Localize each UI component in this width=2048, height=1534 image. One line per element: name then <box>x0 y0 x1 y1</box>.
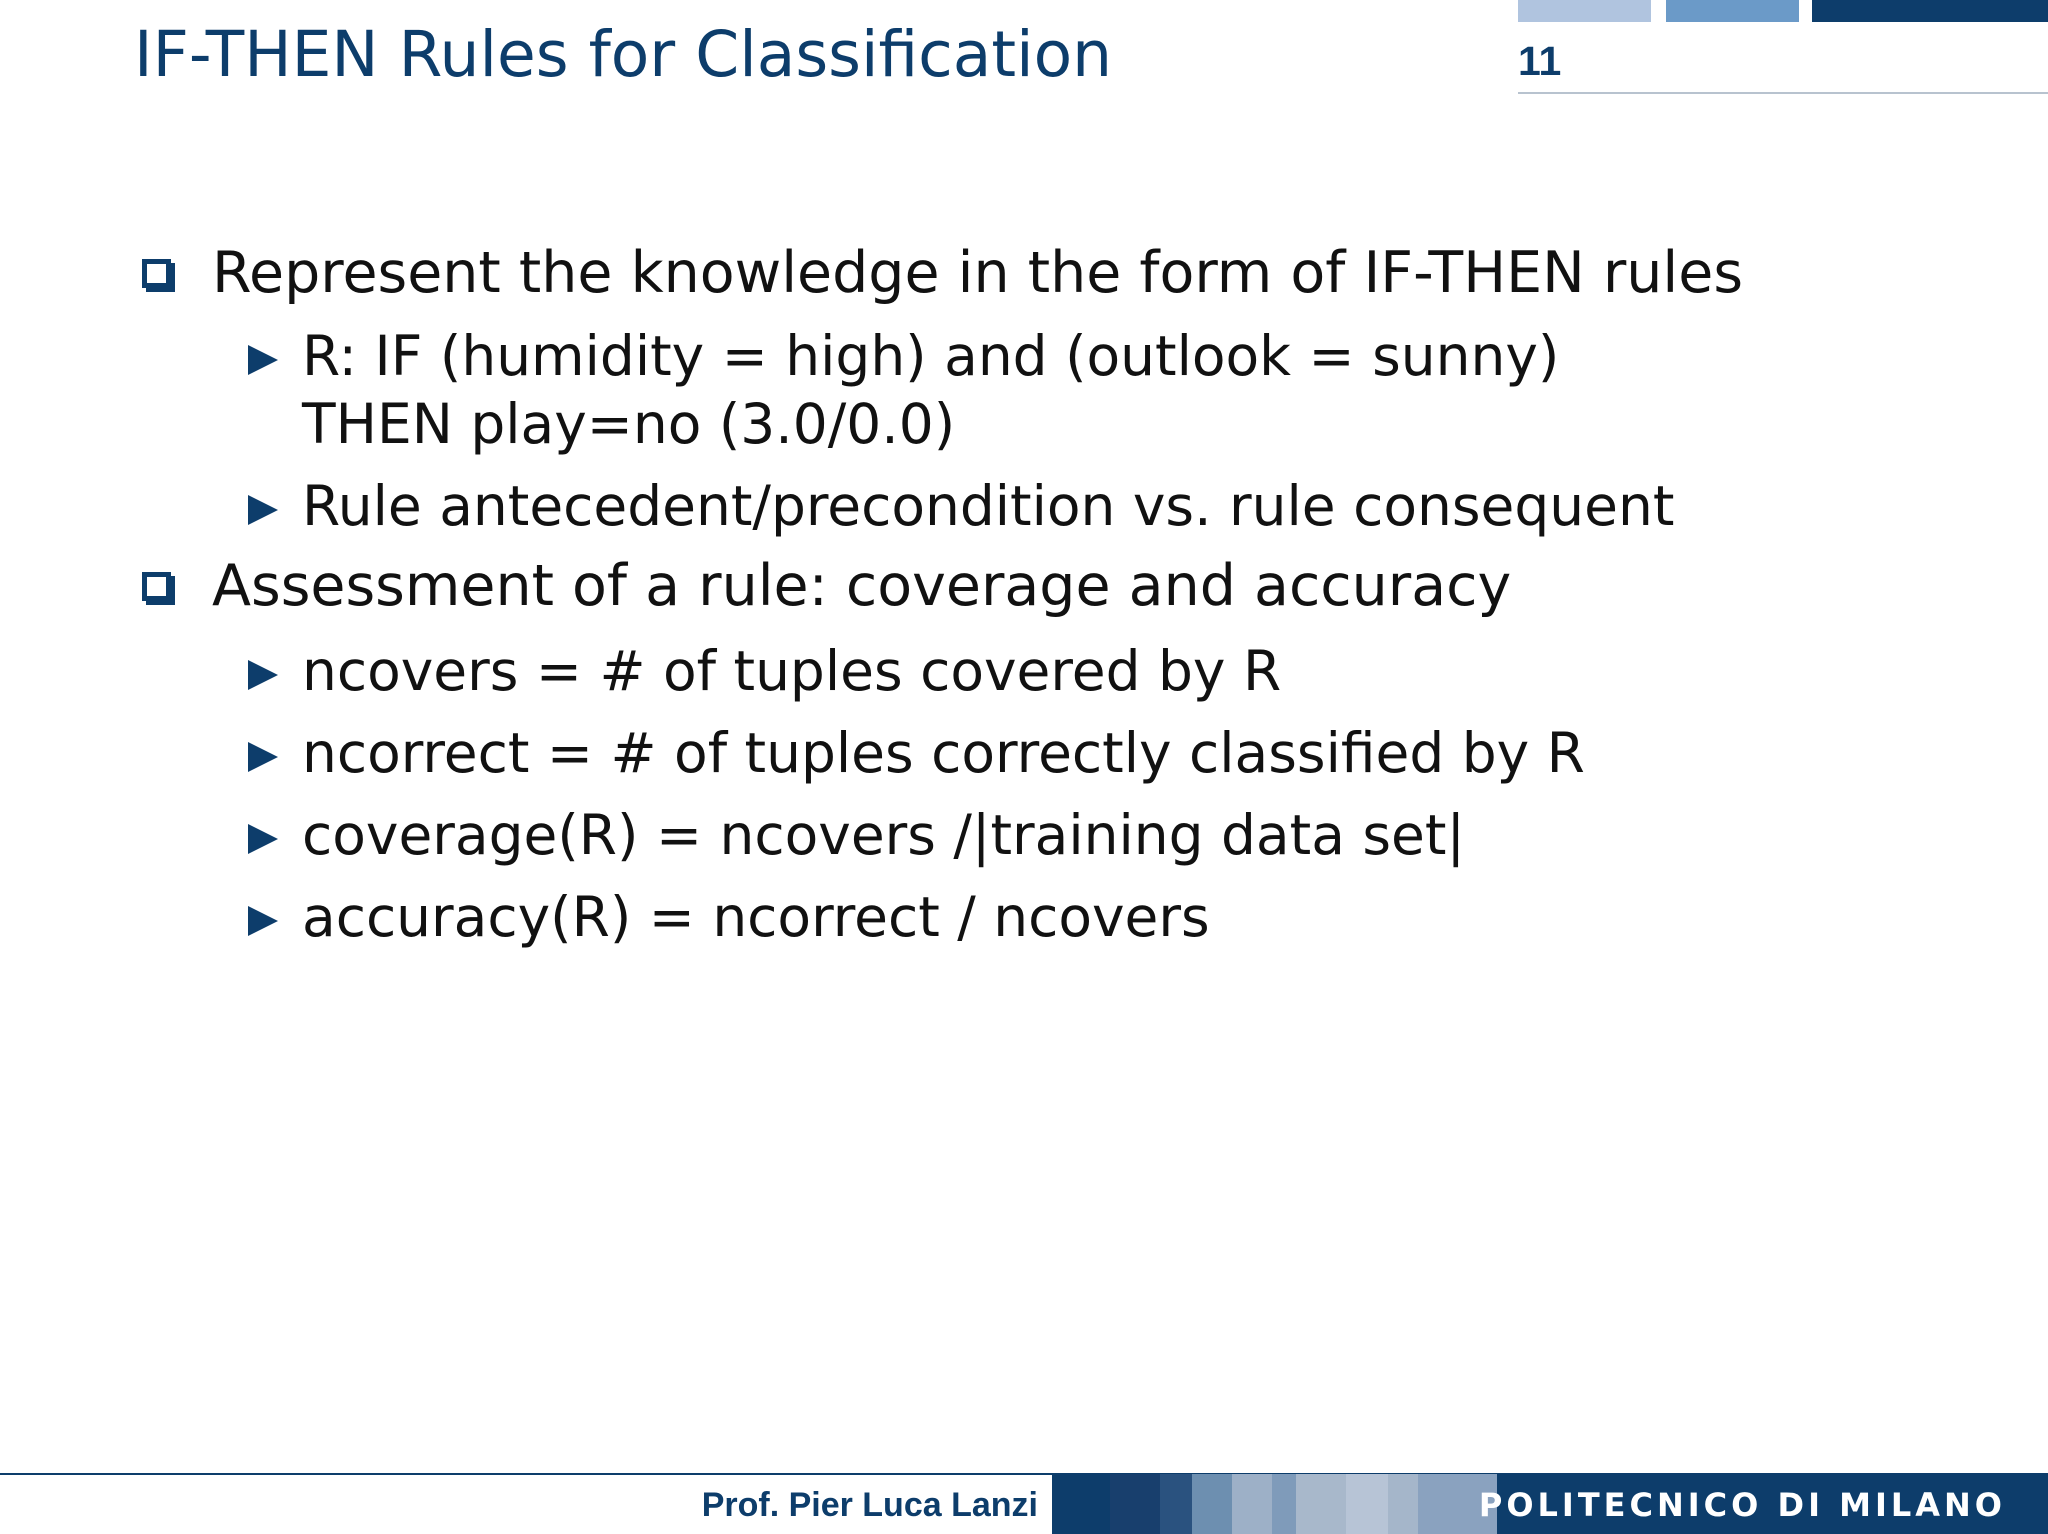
bullet-rule-assessment: Assessment of a rule: coverage and accuracy <box>212 553 1512 619</box>
rule-example-line-1: R: IF (humidity = high) and (outlook = sunny) <box>302 324 1560 388</box>
rule-example-line-2: THEN play=no (3.0/0.0) <box>302 392 956 456</box>
triangle-bullet-icon <box>248 906 278 936</box>
footer-gradient-strip <box>1052 1474 1110 1534</box>
definition-coverage: coverage(R) = ncovers /|training data set| <box>302 803 1465 867</box>
footer-gradient-strip <box>1272 1474 1296 1534</box>
definition-ncorrect: ncorrect = # of tuples correctly classified by R <box>302 721 1585 785</box>
footer-author: Prof. Pier Luca Lanzi <box>701 1486 1038 1524</box>
triangle-bullet-icon <box>248 345 278 375</box>
footer-gradient-strip <box>1296 1474 1346 1534</box>
triangle-bullet-icon <box>248 824 278 854</box>
hollow-square-bullet-icon <box>142 572 171 601</box>
footer-brand-bar <box>1478 1474 2048 1534</box>
triangle-bullet-icon <box>248 660 278 690</box>
triangle-bullet-icon <box>248 495 278 525</box>
footer-gradient-strip <box>1232 1474 1272 1534</box>
definition-accuracy: accuracy(R) = ncorrect / ncovers <box>302 885 1210 949</box>
definition-ncovers: ncovers = # of tuples covered by R <box>302 639 1282 703</box>
footer-gradient-strip <box>1160 1474 1192 1534</box>
triangle-bullet-icon <box>248 742 278 772</box>
footer-gradient-strip <box>1192 1474 1232 1534</box>
hollow-square-bullet-icon <box>142 259 171 288</box>
bullet-represent-knowledge: Represent the knowledge in the form of IF-THEN rules <box>212 240 1744 306</box>
slide-number: 11 <box>1518 38 1562 84</box>
rule-antecedent-consequent: Rule antecedent/precondition vs. rule consequent <box>302 474 1675 538</box>
slide-title: IF-THEN Rules for Classification <box>134 18 1113 91</box>
footer-gradient-strip <box>1388 1474 1418 1534</box>
institution-name: POLITECNICO DI MILANO <box>1478 1486 2006 1524</box>
footer-gradient-strip <box>1346 1474 1388 1534</box>
footer-gradient-strip <box>1110 1474 1160 1534</box>
